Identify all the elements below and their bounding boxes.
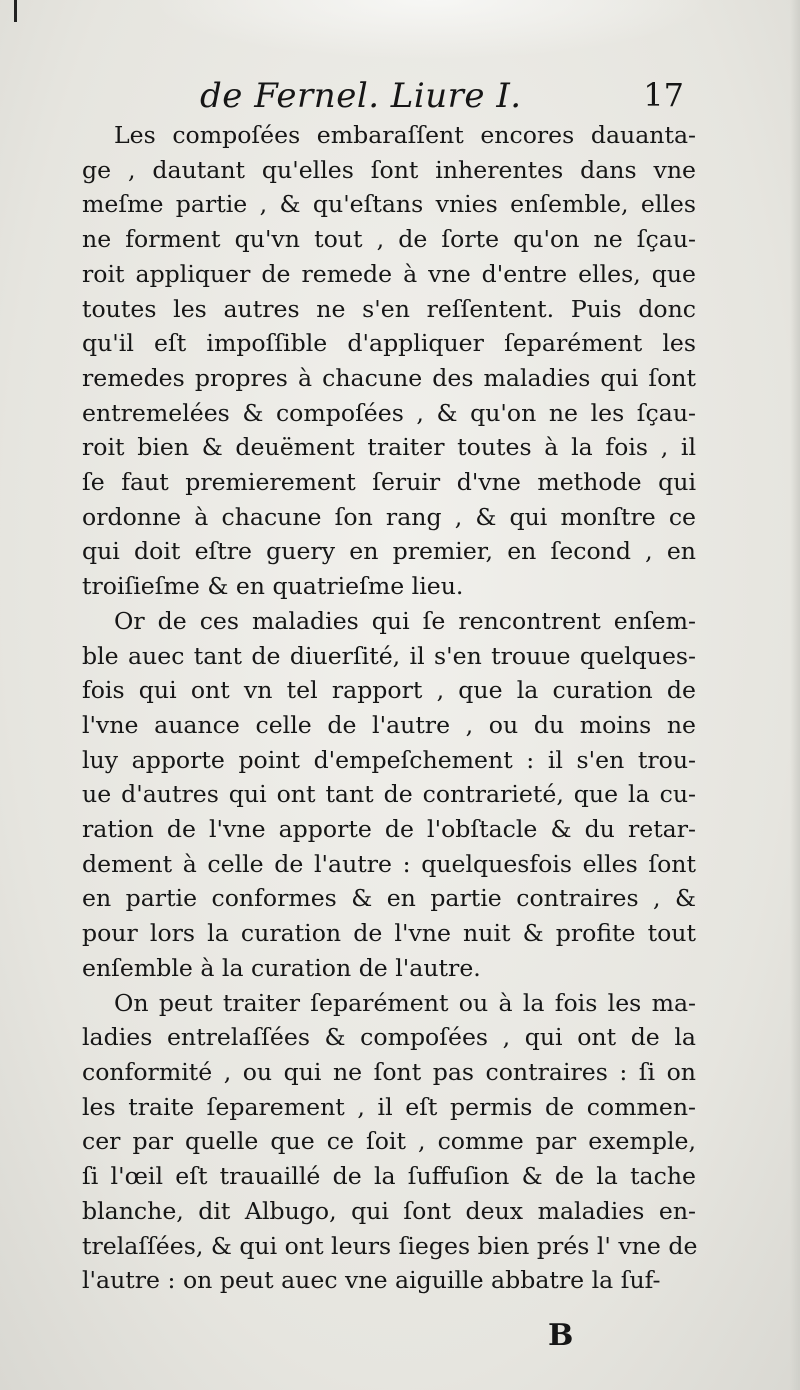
running-header [160, 76, 690, 120]
body-text [82, 118, 696, 1298]
text-line: On peut traiter ſeparément ou à la fois les ma- [114, 988, 696, 1017]
text-line: fois qui ont vn tel rapport , que la curation de [82, 676, 696, 705]
text-line: troiſieſme & en quatrieſme lieu. [82, 572, 464, 601]
binding-mark [14, 0, 17, 22]
text-line: ladies entrelaſſées & compoſées , qui ont de la [82, 1023, 696, 1052]
text-line: ſi l'œil eſt trauaillé de la ſuffuſion & de la tache [82, 1162, 696, 1191]
text-line: Or de ces maladies qui ſe rencontrent enſem- [114, 606, 696, 635]
paragraph [82, 604, 696, 986]
text-line: remedes propres à chacune des maladies qui ſont [82, 363, 696, 392]
text-line: ne forment qu'vn tout , de ſorte qu'on ne ſçau- [82, 225, 696, 254]
text-line: entremelées & compoſées , & qu'on ne les ſçau- [82, 398, 696, 427]
text-line: ue d'autres qui ont tant de contrarieté, que la cu- [82, 780, 696, 809]
text-line: roit appliquer de remede à vne d'entre elles, que [82, 259, 696, 288]
text-line: meſme partie , & qu'eſtans vnies enſemble, elles [82, 190, 696, 219]
text-line: ordonne à chacune ſon rang , & qui monſtre ce [82, 502, 696, 531]
text-line: ge , dautant qu'elles ſont inherentes dans vne [82, 155, 696, 184]
text-line: l'autre : on peut auec vne aiguille abbatre la ſuf- [82, 1266, 661, 1295]
page-edge-shadow [790, 0, 800, 1390]
text-line: blanche, dit Albugo, qui ſont deux maladies en- [82, 1196, 696, 1225]
text-line: roit bien & deuëment traiter toutes à la fois , il [82, 433, 696, 462]
text-line: ble auec tant de diuerſité, il s'en trouue quelques- [82, 641, 696, 670]
page-number: 17 [643, 76, 684, 114]
text-line: en partie conformes & en partie contraires , & [82, 884, 696, 913]
text-line: Les compoſées embaraſſent encores dauanta- [114, 121, 696, 149]
text-line: cer par quelle que ce ſoit , comme par exemple, [82, 1127, 696, 1156]
text-line: pour lors la curation de l'vne nuit & profite tout [82, 919, 696, 948]
paper-stain [150, 0, 710, 60]
text-line: les traite ſeparement , il eſt permis de commen- [82, 1092, 696, 1121]
text-line: ration de l'vne apporte de l'obſtacle & du retar- [82, 815, 696, 844]
text-line: conformité , ou qui ne ſont pas contraires : ſi on [82, 1057, 696, 1086]
text-line: qui doit eſtre guery en premier, en ſecond , en [82, 537, 696, 566]
text-line: ſe faut premierement ſeruir d'vne methode qui [82, 468, 696, 497]
text-line: toutes les autres ne s'en reſſentent. Puis donc [82, 294, 696, 323]
signature-mark: B [548, 1318, 574, 1353]
text-line: trelaſſées, & qui ont leurs ſieges bien prés l' vne de [82, 1231, 698, 1260]
paragraph [82, 986, 696, 1298]
text-line: dement à celle de l'autre : quelquesfois elles ſont [82, 849, 696, 878]
running-title: de Fernel. Liure I. [200, 76, 522, 116]
text-line: luy apporte point d'empeſchement : il s'en trou- [82, 745, 696, 774]
text-line: qu'il eſt impoſſible d'appliquer ſeparément les [82, 329, 696, 358]
text-line: enſemble à la curation de l'autre. [82, 953, 481, 982]
paragraph [82, 118, 696, 604]
text-line: l'vne auance celle de l'autre , ou du moins ne [82, 710, 696, 739]
